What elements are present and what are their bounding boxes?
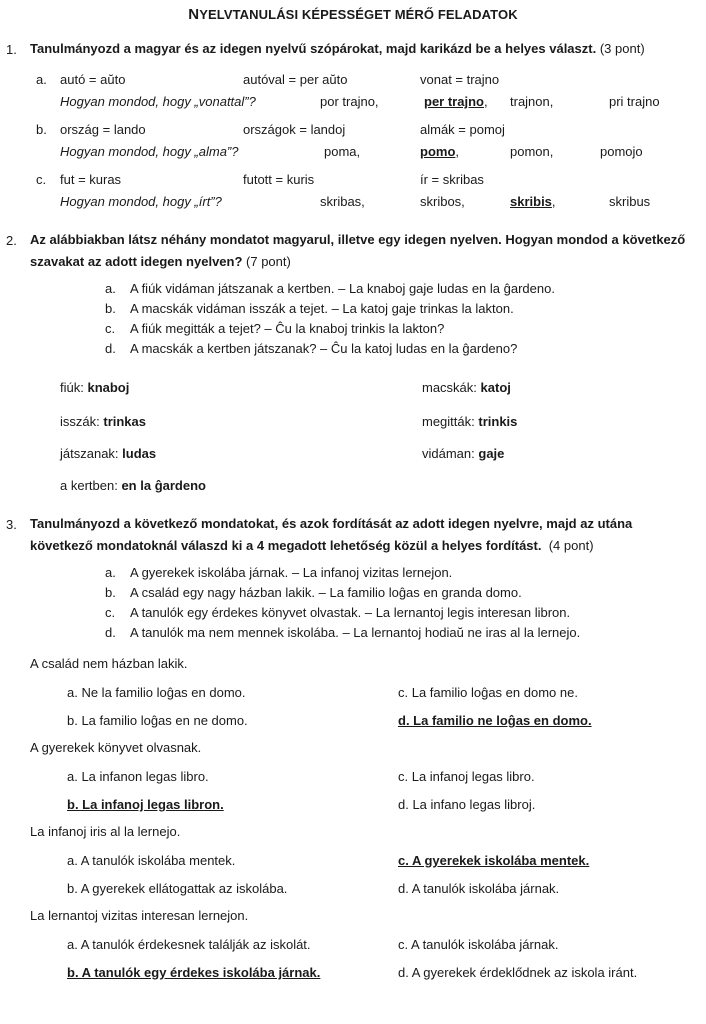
q2-sentence: A fiúk vidáman játszanak a kertben. – La knaboj gaje ludas en la ĝardeno. xyxy=(130,281,555,296)
answer-value[interactable]: katoj xyxy=(480,380,511,395)
q3-sentence-letter: b. xyxy=(105,585,116,600)
q3-sentence-letter: a. xyxy=(105,565,116,580)
page-title xyxy=(0,6,706,23)
q3-task-option[interactable]: a. La infanon legas libro. xyxy=(67,769,209,784)
q1c-option[interactable]: skribos, xyxy=(420,194,465,209)
q3-task-option[interactable]: d. A gyerekek érdeklődnek az iskola iránt. xyxy=(398,965,638,980)
q1c-option[interactable]: skribus xyxy=(609,194,651,209)
q2-answer xyxy=(422,414,517,429)
q1a-option-selected[interactable] xyxy=(424,94,488,109)
answer-value[interactable]: en la ĝardeno xyxy=(121,478,206,493)
q2-answer xyxy=(422,446,504,461)
answer-value[interactable]: trinkas xyxy=(103,414,146,429)
q3-task-option-selected[interactable]: c. A gyerekek iskolába mentek. xyxy=(398,853,590,868)
answer-value[interactable]: trinkis xyxy=(478,414,518,429)
q3-task-option[interactable]: d. A tanulók iskolába járnak. xyxy=(398,881,560,896)
q2-text: szavakat az adott idegen nyelven? xyxy=(30,254,243,269)
comma: , xyxy=(483,94,488,109)
q1c-letter: c. xyxy=(36,172,47,187)
q3-task-option[interactable]: d. La infano legas libroj. xyxy=(398,797,536,812)
q2-answer xyxy=(60,446,156,461)
q2-number: 2. xyxy=(6,233,17,248)
q2-sentence-letter: a. xyxy=(105,281,116,296)
q1a-option[interactable]: pri trajno xyxy=(609,94,660,109)
q1b-letter: b. xyxy=(36,122,47,137)
q3-task-option[interactable]: a. A tanulók érdekesnek találják az iskolát. xyxy=(67,937,311,952)
q3-instruction-line1: Tanulmányozd a következő mondatokat, és azok fordítását az adott idegen nyelvre, majd az utána xyxy=(30,516,633,531)
q3-task-prompt: La infanoj iris al la lernejo. xyxy=(30,824,181,839)
q1a-pair: vonat = trajno xyxy=(420,72,500,87)
q3-task-option[interactable]: b. A gyerekek ellátogattak az iskolába. xyxy=(67,881,288,896)
q1b-option[interactable]: poma, xyxy=(324,144,361,159)
q1b-option[interactable]: pomon, xyxy=(510,144,554,159)
q1b-pair: országok = landoj xyxy=(243,122,346,137)
q1a-question: Hogyan mondod, hogy „vonattal”? xyxy=(60,94,256,109)
answer-value[interactable]: knaboj xyxy=(87,380,130,395)
q3-task-option-selected[interactable]: d. La familio ne loĝas en domo. xyxy=(398,713,592,728)
q1c-question: Hogyan mondod, hogy „írt”? xyxy=(60,194,222,209)
q2-answer xyxy=(60,478,206,493)
answer-value[interactable]: gaje xyxy=(478,446,505,461)
answer-label: játszanak: xyxy=(60,446,119,461)
q1-points: (3 pont) xyxy=(599,41,645,56)
q3-task-option[interactable]: a. A tanulók iskolába mentek. xyxy=(67,853,236,868)
q3-number: 3. xyxy=(6,517,17,532)
q2-sentence: A fiúk megitták a tejet? – Ĉu la knaboj trinkis la lakton? xyxy=(130,321,445,336)
title-initial: N xyxy=(188,6,200,23)
title-rest: YELVTANULÁSI KÉPESSÉGET MÉRŐ FELADATOK xyxy=(199,7,518,22)
q2-sentence-letter: c. xyxy=(105,321,116,336)
q3-text: következő mondatoknál válaszd ki a 4 megadott lehetőség közül a helyes fordítást. xyxy=(30,538,542,553)
q3-task-option[interactable]: a. Ne la familio loĝas en domo. xyxy=(67,685,246,700)
answer-label: a kertben: xyxy=(60,478,118,493)
q1b-pair: ország = lando xyxy=(60,122,146,137)
q1c-pair: futott = kuris xyxy=(243,172,315,187)
q1-text: Tanulmányozd a magyar és az idegen nyelvű szópárokat, majd karikázd be a helyes választ. xyxy=(30,41,597,56)
q3-sentence-letter: d. xyxy=(105,625,116,640)
answer-label: isszák: xyxy=(60,414,100,429)
q2-sentence: A macskák vidáman isszák a tejet. – La katoj gaje trinkas la lakton. xyxy=(130,301,514,316)
q2-instruction-line2 xyxy=(30,251,291,273)
selected-answer: pomo xyxy=(420,144,456,159)
answer-value[interactable]: ludas xyxy=(122,446,157,461)
q1c-pair: fut = kuras xyxy=(60,172,122,187)
selected-answer: skribis xyxy=(510,194,552,209)
q1-instruction xyxy=(30,38,645,60)
q3-task-option-selected[interactable]: b. La infanoj legas libron. xyxy=(67,797,224,812)
q2-answer xyxy=(422,380,511,395)
q1b-option-selected[interactable] xyxy=(420,144,459,159)
q1b-question: Hogyan mondod, hogy „alma”? xyxy=(60,144,239,159)
comma: , xyxy=(455,144,460,159)
q2-answer xyxy=(60,380,129,395)
selected-answer: per trajno xyxy=(424,94,484,109)
q1c-option[interactable]: skribas, xyxy=(320,194,365,209)
q3-task-option[interactable]: b. La familio loĝas en ne domo. xyxy=(67,713,248,728)
q3-task-prompt: A gyerekek könyvet olvasnak. xyxy=(30,740,202,755)
q2-sentence-letter: d. xyxy=(105,341,116,356)
q2-sentence-letter: b. xyxy=(105,301,116,316)
answer-label: megitták: xyxy=(422,414,475,429)
q3-sentence-letter: c. xyxy=(105,605,116,620)
q3-sentence: A tanulók ma nem mennek iskolába. – La lernantoj hodiaŭ ne iras al la lernejo. xyxy=(130,625,581,640)
q2-answer xyxy=(60,414,146,429)
q1b-pair: almák = pomoj xyxy=(420,122,505,137)
q1c-pair: ír = skribas xyxy=(420,172,484,187)
q1c-option-selected[interactable] xyxy=(510,194,556,209)
q1a-option[interactable]: por trajno, xyxy=(320,94,379,109)
q1b-option[interactable]: pomojo xyxy=(600,144,643,159)
q3-sentence: A gyerekek iskolába járnak. – La infanoj vizitas lernejon. xyxy=(130,565,453,580)
answer-label: vidáman: xyxy=(422,446,475,461)
answer-label: macskák: xyxy=(422,380,477,395)
q1a-option[interactable]: trajnon, xyxy=(510,94,554,109)
q1a-pair: autóval = per aŭto xyxy=(243,72,348,87)
q3-task-option[interactable]: c. La familio loĝas en domo ne. xyxy=(398,685,578,700)
q1-number: 1. xyxy=(6,42,17,57)
q3-points: (4 pont) xyxy=(548,538,594,553)
q2-sentence: A macskák a kertben játszanak? – Ĉu la katoj ludas en la ĝardeno? xyxy=(130,341,518,356)
q3-task-option[interactable]: c. La infanoj legas libro. xyxy=(398,769,535,784)
q3-task-option-selected[interactable]: b. A tanulók egy érdekes iskolába járnak. xyxy=(67,965,321,980)
comma: , xyxy=(551,194,556,209)
q2-instruction-line1: Az alábbiakban látsz néhány mondatot magyarul, illetve egy idegen nyelven. Hogyan mondod a következő xyxy=(30,232,686,247)
q3-instruction-line2 xyxy=(30,535,594,557)
q2-points: (7 pont) xyxy=(246,254,291,269)
q3-sentence: A család egy nagy házban lakik. – La familio loĝas en granda domo. xyxy=(130,585,522,600)
q3-task-option[interactable]: c. A tanulók iskolába járnak. xyxy=(398,937,559,952)
q3-task-prompt: La lernantoj vizitas interesan lernejon. xyxy=(30,908,249,923)
q1a-pair: autó = aŭto xyxy=(60,72,126,87)
q1a-letter: a. xyxy=(36,72,47,87)
q3-task-prompt: A család nem házban lakik. xyxy=(30,656,188,671)
q3-sentence: A tanulók egy érdekes könyvet olvastak. – La lernantoj legis interesan libron. xyxy=(130,605,571,620)
answer-label: fiúk: xyxy=(60,380,84,395)
